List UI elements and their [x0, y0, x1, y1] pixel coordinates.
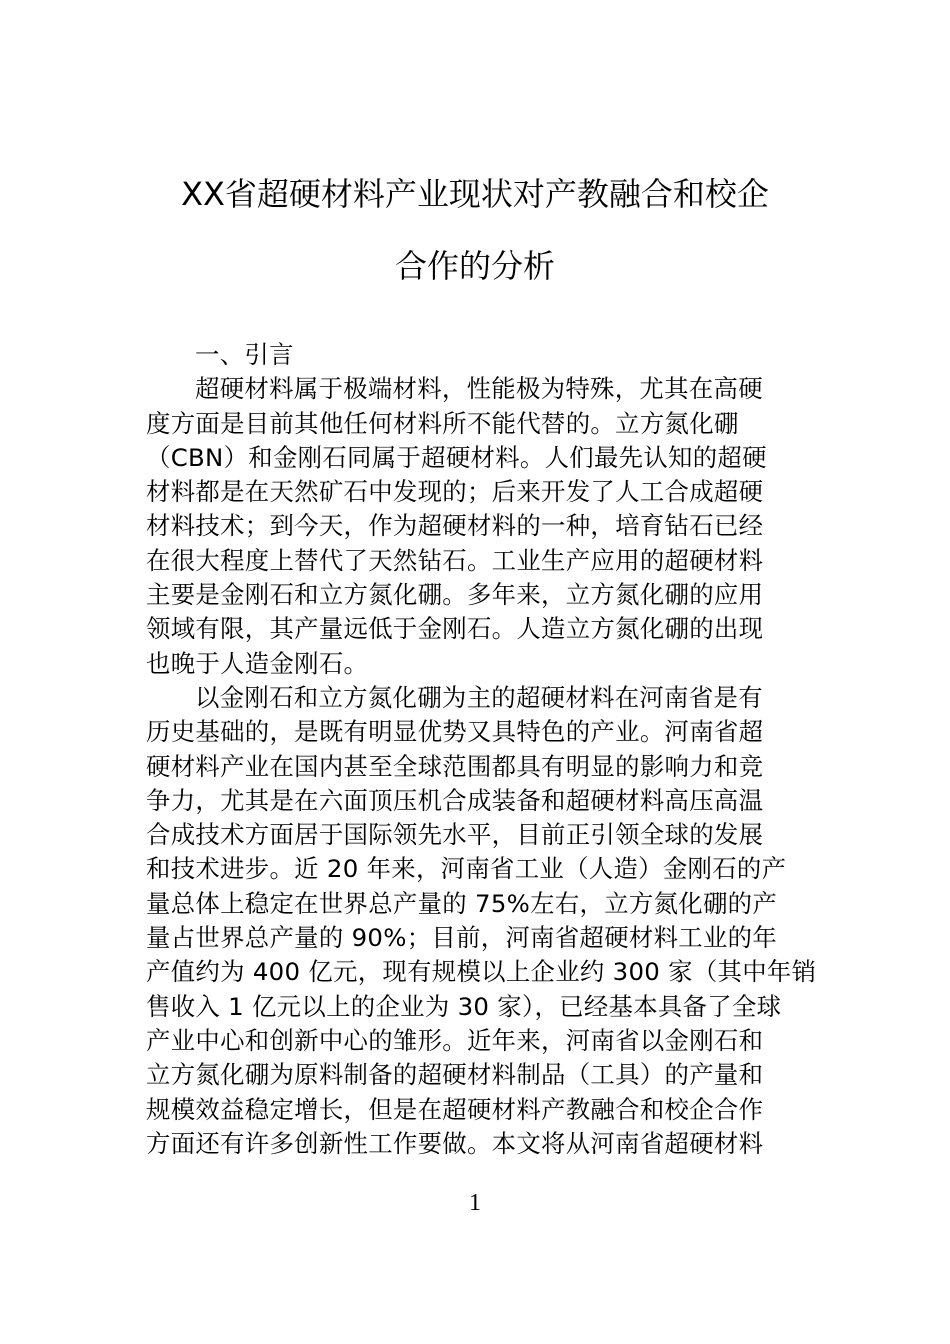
paragraph-line: 历史基础的，是既有明显优势又具特色的产业。河南省超 [146, 717, 764, 747]
paragraph-line: 材料都是在天然矿石中发现的；后来开发了人工合成超硬 [146, 477, 764, 507]
paragraph-line: 产值约为 400 亿元，现有规模以上企业约 300 家（其中年销 [146, 957, 817, 987]
section-heading: 一、引言 [195, 340, 294, 369]
paragraph-line: 也晚于人造金刚石。 [146, 648, 369, 678]
paragraph-line: 以金刚石和立方氮化硼为主的超硬材料在河南省是有 [195, 682, 763, 712]
paragraph-line: 主要是金刚石和立方氮化硼。多年来，立方氮化硼的应用 [146, 580, 764, 610]
paragraph-line: 规模效益稳定增长，但是在超硬材料产教融合和校企合作 [146, 1094, 764, 1124]
paragraph-line: 争力，尤其是在六面顶压机合成装备和超硬材料高压高温 [146, 785, 764, 815]
paragraph-line: 材料技术；到今天，作为超硬材料的一种，培育钻石已经 [146, 511, 764, 541]
paragraph-line: 产业中心和创新中心的雏形。近年来，河南省以金刚石和 [146, 1025, 764, 1055]
paragraph-line: 立方氮化硼为原料制备的超硬材料制品（工具）的产量和 [146, 1060, 764, 1090]
paragraph-line: （CBN）和金刚石同属于超硬材料。人们最先认知的超硬 [146, 442, 767, 472]
paragraph-line: 合成技术方面居于国际领先水平，目前正引领全球的发展 [146, 820, 764, 850]
document-title-line-1: XX省超硬材料产业现状对产教融合和校企 [181, 175, 769, 213]
paragraph-line: 和技术进步。近 20 年来，河南省工业（人造）金刚石的产 [146, 854, 787, 884]
paragraph-line: 超硬材料属于极端材料，性能极为特殊，尤其在高硬 [195, 374, 763, 404]
paragraph-line: 硬材料产业在国内甚至全球范围都具有明显的影响力和竞 [146, 751, 764, 781]
paragraph-line: 在很大程度上替代了天然钻石。工业生产应用的超硬材料 [146, 545, 764, 575]
paragraph-line: 度方面是目前其他任何材料所不能代替的。立方氮化硼 [146, 408, 739, 438]
document-title-line-2: 合作的分析 [394, 247, 555, 285]
document-body [146, 338, 817, 1161]
paragraph-line: 售收入 1 亿元以上的企业为 30 家），已经基本具备了全球 [146, 991, 782, 1021]
page-number: 1 [469, 1190, 481, 1216]
paragraph-line: 方面还有许多创新性工作要做。本文将从河南省超硬材料 [146, 1128, 764, 1158]
paragraph-line: 量占世界总产量的 90%；目前，河南省超硬材料工业的年 [146, 923, 778, 953]
paragraph-line: 量总体上稳定在世界总产量的 75%左右，立方氮化硼的产 [146, 888, 778, 918]
paragraph-line: 领域有限，其产量远低于金刚石。人造立方氮化硼的出现 [146, 614, 764, 644]
